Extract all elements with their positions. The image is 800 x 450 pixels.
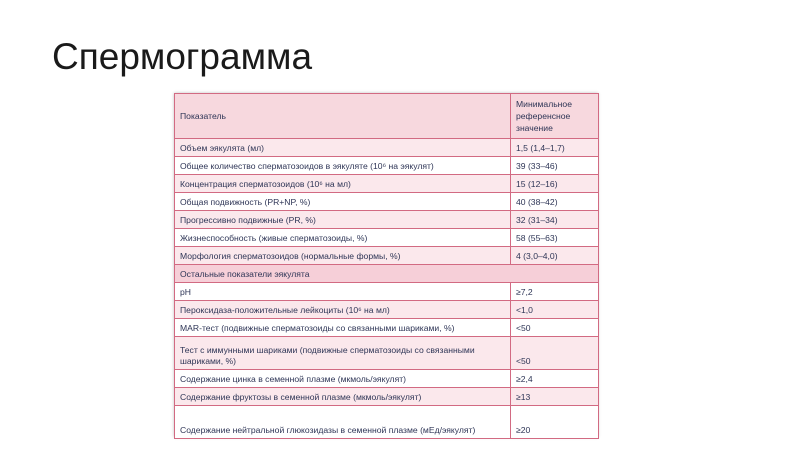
table-row [175, 175, 599, 193]
row-value: 15 (12–16) [511, 175, 599, 193]
header-reference-value: Минимальное референсное значение [511, 94, 599, 139]
row-value: 1,5 (1,4–1,7) [511, 139, 599, 157]
table-row [175, 229, 599, 247]
slide-title: Спермограмма [52, 36, 313, 77]
row-name: Концентрация сперматозоидов (10⁶ на мл) [175, 175, 511, 193]
row-name: Содержание цинка в семенной плазме (мкмоль/эякулят) [175, 370, 511, 388]
row-value: <50 [511, 337, 599, 370]
row-value: 39 (33–46) [511, 157, 599, 175]
table-row [175, 139, 599, 157]
row-value: <1,0 [511, 301, 599, 319]
table-row [175, 319, 599, 337]
reference-values-table [174, 93, 599, 439]
row-value: ≥2,4 [511, 370, 599, 388]
row-name: MAR-тест (подвижные сперматозоиды со связанными шариками, %) [175, 319, 511, 337]
row-value: ≥7,2 [511, 283, 599, 301]
table-row [175, 247, 599, 265]
row-name: Морфология сперматозоидов (нормальные формы, %) [175, 247, 511, 265]
row-value: ≥13 [511, 388, 599, 406]
table-row [175, 157, 599, 175]
row-name: Объем эякулята (мл) [175, 139, 511, 157]
table-row [175, 406, 599, 439]
header-indicator: Показатель [175, 94, 511, 139]
row-name: Содержание фруктозы в семенной плазме (мкмоль/эякулят) [175, 388, 511, 406]
reference-table [174, 93, 598, 437]
row-value: <50 [511, 319, 599, 337]
row-value: 40 (38–42) [511, 193, 599, 211]
row-value: ≥20 [511, 406, 599, 439]
row-name: Общая подвижность (PR+NP, %) [175, 193, 511, 211]
row-name: Содержание нейтральной глюкозидазы в семенной плазме (мЕд/эякулят) [175, 406, 511, 439]
section-title: Остальные показатели эякулята [175, 265, 599, 283]
row-value: 58 (55–63) [511, 229, 599, 247]
table-header-row [175, 94, 599, 139]
section-row [175, 265, 599, 283]
table-row [175, 337, 599, 370]
table-row [175, 193, 599, 211]
table-row [175, 301, 599, 319]
row-value: 32 (31–34) [511, 211, 599, 229]
row-value: 4 (3,0–4,0) [511, 247, 599, 265]
row-name: Тест с иммунными шариками (подвижные сперматозоиды со связанными шариками, %) [175, 337, 511, 370]
table-row [175, 283, 599, 301]
table-row [175, 388, 599, 406]
row-name: Жизнеспособность (живые сперматозоиды, %) [175, 229, 511, 247]
table-row [175, 370, 599, 388]
row-name: Прогрессивно подвижные (PR, %) [175, 211, 511, 229]
row-name: pH [175, 283, 511, 301]
table-row [175, 211, 599, 229]
row-name: Пероксидаза-положительные лейкоциты (10⁶ на мл) [175, 301, 511, 319]
row-name: Общее количество сперматозоидов в эякуляте (10⁶ на эякулят) [175, 157, 511, 175]
